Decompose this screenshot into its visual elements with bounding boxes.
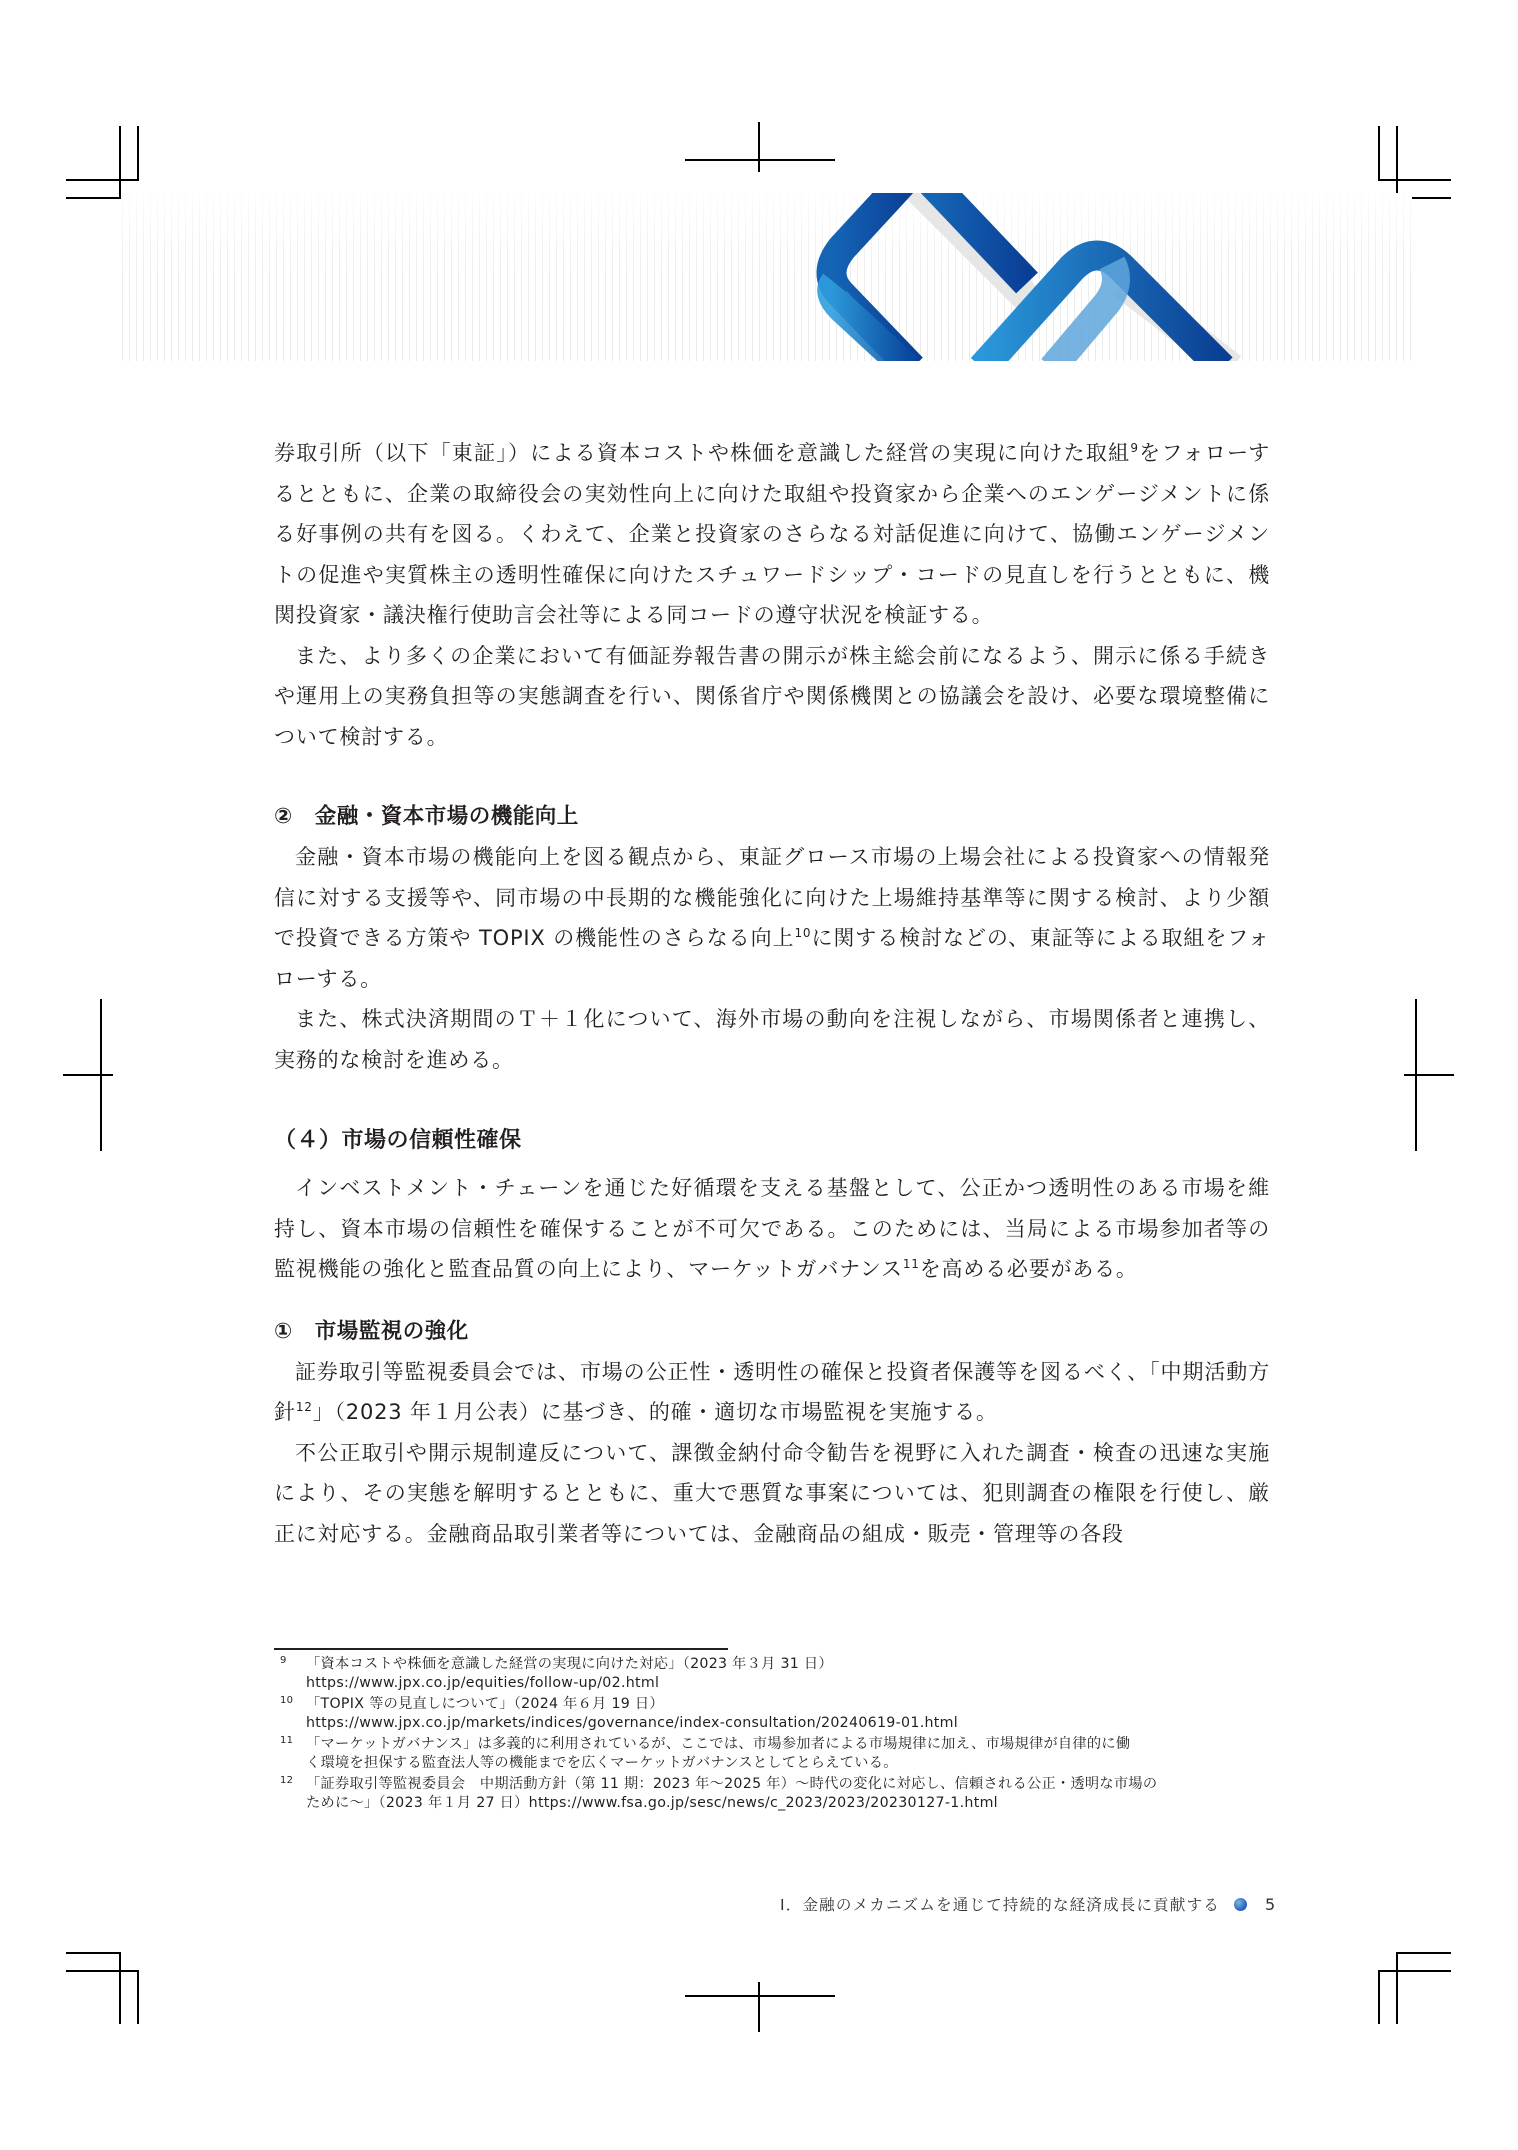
crop-mark-bottom-right bbox=[1396, 1952, 1398, 2024]
crop-mark-bottom-right bbox=[1396, 1952, 1451, 1954]
body-paragraph: インベストメント・チェーンを通じた好循環を支える基盤として、公正かつ透明性のある市場を維持し、資本市場の信頼性を確保することが不可欠である。このためには、当局による市場参加者等の監視機能の強化と監査品質の向上により、マーケットガバナンス$^{11}$を高める必要がある。 bbox=[274, 1176, 1270, 1281]
bullet-dot-icon bbox=[1234, 1898, 1247, 1911]
crop-mark-top-right bbox=[1378, 179, 1451, 181]
footnote-link[interactable]: https://www.jpx.co.jp/markets/indices/governance/index-consultation/20240619-01.html bbox=[306, 1714, 959, 1731]
body-paragraph: 不公正取引や開示規制違反について、課徴金納付命令勧告を視野に入れた調査・検査の迅速な実施により、その実態を解明するとともに、重大で悪質な事案については、犯則調査の権限を行使し、厳正に対応する。金融商品取引業者等については、金融商品の組成・販売・管理等の各段 bbox=[274, 1440, 1270, 1546]
crop-mark-top-left bbox=[137, 126, 139, 180]
footnote-number: 9 bbox=[280, 1655, 287, 1666]
header-banner bbox=[122, 193, 1412, 361]
page-footer bbox=[780, 1893, 1276, 1915]
section-heading-4: （４）市場の信頼性確保 bbox=[274, 1128, 522, 1153]
crop-mark-top-center bbox=[758, 122, 760, 172]
footnote-number: 12 bbox=[280, 1775, 294, 1786]
crop-mark-bottom-center bbox=[758, 1982, 760, 2032]
chapter-title: Ⅰ．金融のメカニズムを通じて持続的な経済成長に貢献する bbox=[780, 1896, 1220, 1914]
footnote-text: 「TOPIX 等の見直しについて」（2024 年６月 19 日） bbox=[306, 1696, 664, 1712]
crop-mark-top-left bbox=[119, 126, 121, 198]
footnote-ref[interactable]: 11 bbox=[902, 1257, 920, 1271]
body-paragraph: 金融・資本市場の機能向上を図る観点から、東証グロース市場の上場会社による投資家への情報発信に対する支援等や、同市場の中長期的な機能強化に向けた上場維持基準等に関する検討、より少額で投資できる方策や TOPIX の機能性のさらなる向上$^{10}$に関する検討などの、東証等による取組をフォローする。 bbox=[274, 845, 1270, 991]
footnote-11 bbox=[280, 1735, 1280, 1772]
footnote-number: 10 bbox=[280, 1695, 294, 1706]
footnotes bbox=[280, 1655, 1280, 1815]
footnote-text: く環境を担保する監査法人等の機能までを広くマーケットガバナンスとしてとらえている。 bbox=[306, 1754, 898, 1771]
footnote-link[interactable]: https://www.jpx.co.jp/equities/follow-up/02.html bbox=[306, 1674, 660, 1691]
footnote-divider bbox=[274, 1648, 728, 1650]
crop-mark-bottom-left bbox=[137, 1970, 139, 2024]
body-paragraph: また、より多くの企業において有価証券報告書の開示が株主総会前になるよう、開示に係る手続きや運用上の実務負担等の実態調査を行い、関係省庁や関係機関との協議会を設け、必要な環境整備について検討する。 bbox=[274, 643, 1270, 749]
footnote-ref[interactable]: 12 bbox=[295, 1400, 313, 1414]
crop-mark-top-right bbox=[1378, 126, 1380, 180]
footnote-number: 11 bbox=[280, 1735, 294, 1746]
crop-mark-mid-right bbox=[1404, 1074, 1454, 1076]
footnote-10 bbox=[280, 1695, 1280, 1732]
body-paragraph: 券取引所（以下「東証」）による資本コストや株価を意識した経営の実現に向けた取組$^9$をフォローするとともに、企業の取締役会の実効性向上に向けた取組や投資家から企業へのエンゲージメントに係る好事例の共有を図る。くわえて、企業と投資家のさらなる対話促進に向けて、協働エンゲージメントの促進や実質株主の透明性確保に向けたスチュワードシップ・コードの見直しを行うとともに、機関投資家・議決権行使助言会社等による同コードの遵守状況を検証する。 bbox=[274, 441, 1271, 627]
footnote-ref[interactable]: 9 bbox=[1130, 441, 1139, 455]
crop-mark-top-left bbox=[66, 197, 121, 199]
crop-mark-bottom-right bbox=[1378, 1970, 1451, 1972]
crop-mark-bottom-left bbox=[66, 1970, 139, 1972]
footnote-text: 「証券取引等監視委員会 中期活動方針（第 11 期：2023 年～2025 年）～時代の変化に対応し、信頼される公正・透明な市場の bbox=[306, 1776, 1158, 1792]
crop-mark-top-right bbox=[1396, 126, 1398, 198]
section-heading-2: ② 金融・資本市場の機能向上 bbox=[274, 804, 579, 829]
crop-mark-bottom-left bbox=[66, 1952, 121, 1954]
footnote-9 bbox=[280, 1655, 1280, 1692]
crop-mark-top-center bbox=[685, 159, 835, 161]
ribbon-chain-icon bbox=[122, 193, 1412, 361]
crop-mark-bottom-right bbox=[1378, 1970, 1380, 2024]
section-heading-4-1: ① 市場監視の強化 bbox=[274, 1318, 469, 1344]
body-paragraph: 証券取引等監視委員会では、市場の公正性・透明性の確保と投資者保護等を図るべく、「中期活動方針$^{12}$」（2023 年１月公表）に基づき、的確・適切な市場監視を実施する。 bbox=[274, 1359, 1270, 1424]
footnote-12 bbox=[280, 1775, 1280, 1812]
footnote-link[interactable]: ために～」（2023 年１月 27 日）https://www.fsa.go.jp/sesc/news/c_2023/2023/20230127-1.html bbox=[306, 1794, 998, 1811]
footnote-text: 「マーケットガバナンス」は多義的に利用されているが、ここでは、市場参加者による市場規律に加え、市場規律が自律的に働 bbox=[306, 1736, 1131, 1752]
footnote-ref[interactable]: 10 bbox=[794, 926, 812, 940]
crop-mark-bottom-left bbox=[119, 1952, 121, 2024]
crop-mark-mid-left bbox=[63, 1074, 113, 1076]
page-number: 5 bbox=[1264, 1894, 1277, 1914]
body-paragraph: また、株式決済期間のＴ＋１化について、海外市場の動向を注視しながら、市場関係者と連携し、実務的な検討を進める。 bbox=[274, 1007, 1270, 1072]
crop-mark-top-left bbox=[66, 179, 139, 181]
crop-mark-bottom-center bbox=[685, 1995, 835, 1997]
main-content bbox=[274, 433, 1270, 1554]
footnote-text: 「資本コストや株価を意識した経営の実現に向けた対応」（2023 年３月 31 日） bbox=[306, 1656, 833, 1672]
